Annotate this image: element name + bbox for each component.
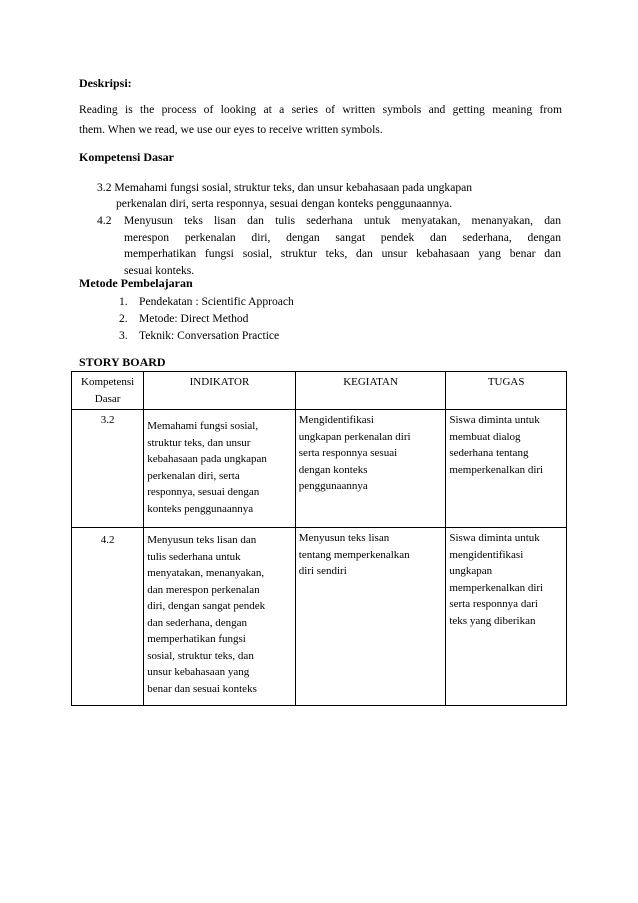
cell-line: konteks penggunaannya bbox=[147, 502, 254, 515]
table-row bbox=[72, 528, 567, 706]
cell-line: unsur kebahasaan yang bbox=[147, 666, 250, 678]
cell-line: tentang memperkenalkan bbox=[298, 548, 410, 561]
cell-tugas bbox=[446, 410, 567, 528]
kd-4-2-line-1: Menyusun teks lisan dan tulis sederhana untuk menyatakan, menanyakan, dan bbox=[124, 214, 561, 227]
metode-item-2-number: 2. bbox=[119, 312, 128, 325]
cell-line: Mengidentifikasi bbox=[298, 414, 374, 426]
story-board-heading: STORY BOARD bbox=[79, 355, 166, 369]
header-kegiatan: KEGIATAN bbox=[295, 372, 446, 410]
kd-4-2-number: 4.2 bbox=[97, 214, 112, 227]
cell-line: perkenalan diri, serta bbox=[147, 469, 240, 482]
cell-line: teks yang diberikan bbox=[449, 614, 536, 627]
cell-line: dan merespon perkenalan bbox=[147, 583, 260, 596]
deskripsi-line-2: them. When we read, we use our eyes to receive written symbols. bbox=[79, 123, 383, 136]
cell-indikator bbox=[144, 410, 296, 528]
cell-line: ungkapan bbox=[449, 565, 493, 577]
cell-kd: 4.2 bbox=[72, 528, 144, 706]
cell-line: penggunaannya bbox=[298, 480, 368, 492]
metode-item-1: Pendekatan : Scientific Approach bbox=[139, 295, 294, 308]
cell-line: membuat dialog bbox=[449, 430, 521, 443]
kd-4-2-line-2: merespon perkenalan diri, dengan sangat pendek dan sederhana, dengan bbox=[124, 230, 561, 244]
cell-line: sosial, struktur teks, dan bbox=[147, 649, 254, 662]
cell-line: diri, dengan sangat pendek bbox=[147, 600, 266, 612]
cell-line: kebahasaan pada ungkapan bbox=[147, 453, 267, 465]
metode-item-2: Metode: Direct Method bbox=[139, 312, 249, 325]
metode-item-3: Teknik: Conversation Practice bbox=[139, 329, 280, 342]
header-indikator: INDIKATOR bbox=[144, 372, 296, 410]
story-board-table bbox=[71, 371, 567, 706]
cell-line: tulis sederhana untuk bbox=[147, 550, 241, 563]
cell-line: serta responnya sesuai bbox=[298, 447, 398, 459]
header-kompetensi-dasar bbox=[72, 372, 144, 410]
cell-line: dengan konteks bbox=[298, 463, 368, 476]
cell-line: menyatakan, menanyakan, bbox=[147, 567, 265, 579]
cell-line: sederhana tentang bbox=[449, 447, 529, 459]
kd-4-2-line-3: memperhatikan fungsi sosial, struktur teks, dan unsur kebahasaan yang benar dan bbox=[124, 247, 561, 260]
cell-tugas bbox=[446, 528, 567, 706]
metode-heading: Metode Pembelajaran bbox=[79, 276, 193, 290]
kd-3-2-line-2: perkenalan diri, serta responnya, sesuai dengan konteks penggunaannya. bbox=[116, 197, 453, 210]
deskripsi-heading: Deskripsi: bbox=[79, 76, 132, 90]
cell-line: serta responnya dari bbox=[449, 598, 538, 610]
table-header-row bbox=[72, 372, 567, 410]
header-dasar-label: Dasar bbox=[94, 392, 121, 405]
kd-4-2-line-4: sesuai konteks. bbox=[124, 263, 195, 277]
cell-line: Menyusun teks lisan bbox=[298, 532, 390, 544]
cell-line: Memahami fungsi sosial, bbox=[147, 420, 259, 432]
cell-line: diri sendiri bbox=[298, 565, 347, 577]
cell-kd: 3.2 bbox=[72, 410, 144, 528]
cell-line: memperhatikan fungsi bbox=[147, 633, 246, 645]
cell-kegiatan bbox=[295, 410, 446, 528]
cell-kegiatan bbox=[295, 528, 446, 706]
cell-line: dan sederhana, dengan bbox=[147, 616, 248, 629]
kd-3-2-line-1: 3.2 Memahami fungsi sosial, struktur teks, dan unsur kebahasaan pada ungkapan bbox=[97, 181, 473, 194]
table-row bbox=[72, 410, 567, 528]
cell-line: Menyusun teks lisan dan bbox=[147, 534, 257, 546]
metode-item-1-number: 1. bbox=[119, 295, 128, 308]
deskripsi-line-1: Reading is the process of looking at a series of written symbols and getting meaning from bbox=[79, 103, 562, 116]
cell-line: benar dan sesuai konteks bbox=[147, 682, 257, 695]
header-kompetensi-label: Kompetensi bbox=[81, 376, 135, 388]
cell-line: mengidentifikasi bbox=[449, 548, 524, 561]
cell-line: ungkapan perkenalan diri bbox=[298, 430, 411, 443]
kompetensi-dasar-heading: Kompetensi Dasar bbox=[79, 150, 174, 164]
cell-line: memperkenalkan diri bbox=[449, 463, 544, 476]
cell-line: struktur teks, dan unsur bbox=[147, 436, 251, 449]
metode-item-3-number: 3. bbox=[119, 329, 128, 342]
header-tugas: TUGAS bbox=[446, 372, 567, 410]
cell-line: memperkenalkan diri bbox=[449, 581, 544, 594]
cell-line: responnya, sesuai dengan bbox=[147, 486, 260, 498]
cell-line: Siswa diminta untuk bbox=[449, 532, 540, 544]
cell-line: Siswa diminta untuk bbox=[449, 414, 540, 426]
cell-indikator bbox=[144, 528, 296, 706]
